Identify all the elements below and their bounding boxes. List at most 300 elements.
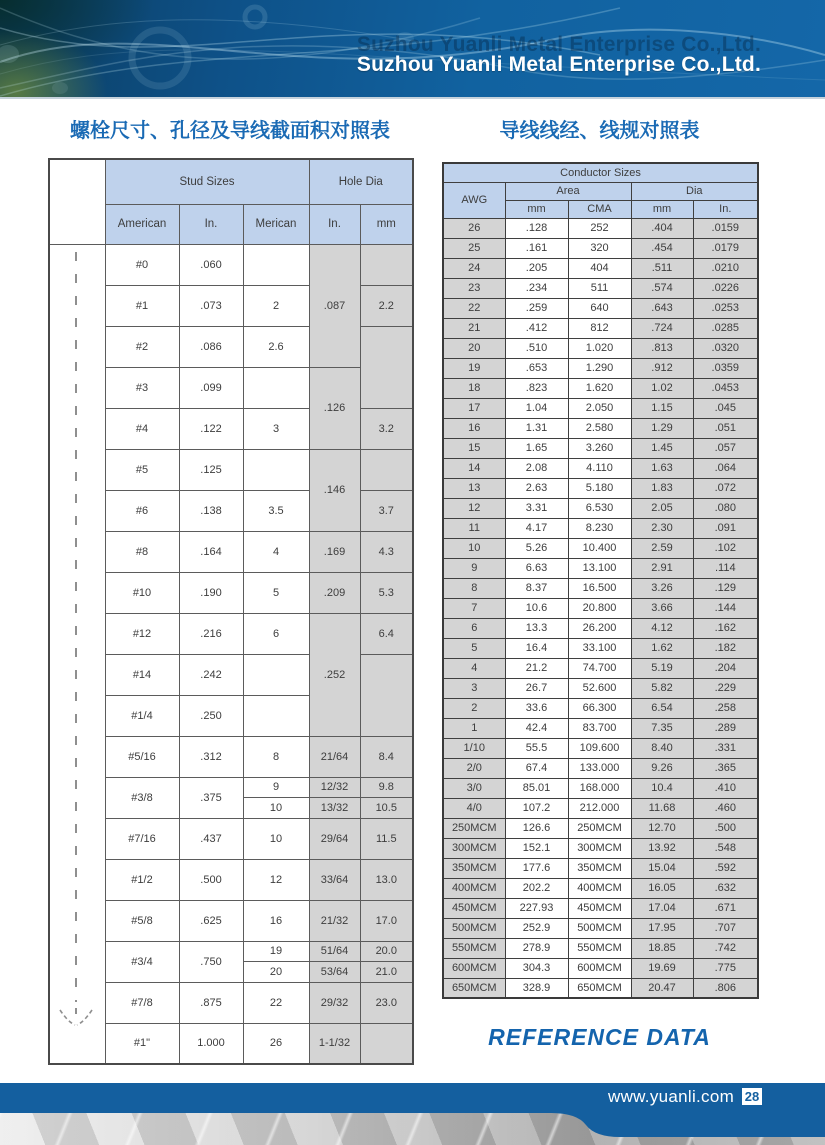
table-row — [443, 918, 758, 938]
table-row — [443, 278, 758, 298]
table-cell: 328.9 — [505, 978, 568, 998]
table-cell: 19 — [443, 358, 505, 378]
table-cell: 3.66 — [631, 598, 693, 618]
table-cell: #3/4 — [105, 941, 179, 982]
table-row — [443, 738, 758, 758]
table-cell: 20 — [443, 338, 505, 358]
table-cell: .045 — [693, 398, 758, 418]
table-cell: 2.59 — [631, 538, 693, 558]
table-cell: 2.580 — [568, 418, 631, 438]
table-cell: 4 — [443, 658, 505, 678]
table-row — [443, 478, 758, 498]
table-cell: 1.020 — [568, 338, 631, 358]
table-cell: .289 — [693, 718, 758, 738]
table-cell: 8.230 — [568, 518, 631, 538]
table-cell: .126 — [309, 367, 360, 449]
table-cell: .125 — [179, 449, 243, 490]
table-cell: 20.800 — [568, 598, 631, 618]
table-cell: 640 — [568, 298, 631, 318]
table-cell: 19.69 — [631, 958, 693, 978]
table-cell — [49, 244, 105, 1064]
table-cell: .205 — [505, 258, 568, 278]
table-cell: .234 — [505, 278, 568, 298]
table-cell: .252 — [309, 613, 360, 736]
table-row — [443, 598, 758, 618]
table-cell: 1.45 — [631, 438, 693, 458]
table-row — [443, 498, 758, 518]
table-cell: #6 — [105, 490, 179, 531]
table-cell: .548 — [693, 838, 758, 858]
table-cell: 1.31 — [505, 418, 568, 438]
table-cell: 152.1 — [505, 838, 568, 858]
table-cell: 2.08 — [505, 458, 568, 478]
table-cell: 400MCM — [568, 878, 631, 898]
table-cell: 25 — [443, 238, 505, 258]
col-header-hole-in: In. — [309, 204, 360, 244]
table-cell: 17.0 — [360, 900, 413, 941]
col-header-american: American — [105, 204, 179, 244]
table-cell: 53/64 — [309, 961, 360, 982]
table-cell: .064 — [693, 458, 758, 478]
table-cell: 8.4 — [360, 736, 413, 777]
table-cell: 33/64 — [309, 859, 360, 900]
table-cell: 1.65 — [505, 438, 568, 458]
table-cell: #1 — [105, 285, 179, 326]
table-cell: .073 — [179, 285, 243, 326]
table-cell: 33.100 — [568, 638, 631, 658]
table-cell: .437 — [179, 818, 243, 859]
table-cell: 15.04 — [631, 858, 693, 878]
table-row — [443, 838, 758, 858]
table-cell: 6.63 — [505, 558, 568, 578]
table-row — [443, 678, 758, 698]
table-cell: #0 — [105, 244, 179, 285]
table-cell: 10 — [243, 818, 309, 859]
table-cell: 2.91 — [631, 558, 693, 578]
table-cell: .742 — [693, 938, 758, 958]
table-cell: 29/64 — [309, 818, 360, 859]
table-cell: .138 — [179, 490, 243, 531]
table-cell: .625 — [179, 900, 243, 941]
table-cell: 6.530 — [568, 498, 631, 518]
table-cell: 12.70 — [631, 818, 693, 838]
table-cell: .242 — [179, 654, 243, 695]
table-cell: 5.180 — [568, 478, 631, 498]
table-cell: 20.0 — [360, 941, 413, 961]
table-cell: 812 — [568, 318, 631, 338]
table-cell: 300MCM — [568, 838, 631, 858]
header-banner — [0, 0, 825, 99]
table-cell: .144 — [693, 598, 758, 618]
table-cell: 400MCM — [443, 878, 505, 898]
conductor-sizes-header: Conductor Sizes — [443, 163, 758, 182]
table-cell: 26.200 — [568, 618, 631, 638]
table-cell: 21.2 — [505, 658, 568, 678]
table-cell: 2.2 — [360, 285, 413, 326]
table-cell: 126.6 — [505, 818, 568, 838]
table-cell: #5 — [105, 449, 179, 490]
table-cell: .813 — [631, 338, 693, 358]
table-cell: .072 — [693, 478, 758, 498]
table-row — [443, 398, 758, 418]
table-cell: #3 — [105, 367, 179, 408]
table-cell: 20 — [243, 961, 309, 982]
table-cell: .146 — [309, 449, 360, 531]
table-cell: 15 — [443, 438, 505, 458]
table-cell: 4.17 — [505, 518, 568, 538]
table-cell: 13 — [443, 478, 505, 498]
table-row — [443, 458, 758, 478]
table-cell: 16 — [443, 418, 505, 438]
table-cell: 21.0 — [360, 961, 413, 982]
table-cell: .060 — [179, 244, 243, 285]
table-cell: 10 — [443, 538, 505, 558]
table-cell: 33.6 — [505, 698, 568, 718]
table-row — [443, 238, 758, 258]
table-cell: 23.0 — [360, 982, 413, 1023]
table-cell: 12/32 — [309, 777, 360, 797]
table-cell: .209 — [309, 572, 360, 613]
col-header-in: In. — [179, 204, 243, 244]
table-cell: 4.3 — [360, 531, 413, 572]
table-cell: 250MCM — [443, 818, 505, 838]
table-cell: 4 — [243, 531, 309, 572]
table-cell: 304.3 — [505, 958, 568, 978]
company-name-ghost: Suzhou Yuanli Metal Enterprise Co.,Ltd. — [356, 33, 761, 56]
table-cell: 1.000 — [179, 1023, 243, 1064]
table-cell: 13.3 — [505, 618, 568, 638]
table-cell: 5 — [443, 638, 505, 658]
table-cell — [360, 654, 413, 736]
table-cell: 66.300 — [568, 698, 631, 718]
table-cell: 550MCM — [443, 938, 505, 958]
table-cell: 5.82 — [631, 678, 693, 698]
table-cell: .460 — [693, 798, 758, 818]
table-cell: 23 — [443, 278, 505, 298]
table-cell: 6.54 — [631, 698, 693, 718]
table-cell: 650MCM — [568, 978, 631, 998]
table-cell: 10.5 — [360, 797, 413, 818]
table-cell: .182 — [693, 638, 758, 658]
table-cell: 650MCM — [443, 978, 505, 998]
table-cell: 8.37 — [505, 578, 568, 598]
table-cell — [243, 695, 309, 736]
stud-size-table — [48, 158, 414, 1065]
table-cell — [243, 244, 309, 285]
table-cell: #3/8 — [105, 777, 179, 818]
table-cell: 26 — [443, 218, 505, 238]
company-name: Suzhou Yuanli Metal Enterprise Co.,Ltd. — [356, 53, 761, 76]
table-row — [443, 438, 758, 458]
table-cell: 3.5 — [243, 490, 309, 531]
table-cell: .057 — [693, 438, 758, 458]
table-cell: 22 — [443, 298, 505, 318]
table-cell: 252.9 — [505, 918, 568, 938]
table-cell: .912 — [631, 358, 693, 378]
table-cell: .724 — [631, 318, 693, 338]
table-cell: .0159 — [693, 218, 758, 238]
table-cell: .404 — [631, 218, 693, 238]
table-row — [443, 518, 758, 538]
table-cell: 2/0 — [443, 758, 505, 778]
col-header-hole-mm: mm — [360, 204, 413, 244]
table-cell: 16 — [243, 900, 309, 941]
table-cell: 11.5 — [360, 818, 413, 859]
table-cell: #1/4 — [105, 695, 179, 736]
table-row — [443, 418, 758, 438]
table-cell: 1.15 — [631, 398, 693, 418]
table-row — [443, 618, 758, 638]
table-cell: 177.6 — [505, 858, 568, 878]
table-cell: .0320 — [693, 338, 758, 358]
table-cell: 13/32 — [309, 797, 360, 818]
footer-website-url: www.yuanli.com — [608, 1087, 735, 1106]
table-row — [443, 578, 758, 598]
table-cell: 24 — [443, 258, 505, 278]
col-header-area-mm: mm — [505, 200, 568, 218]
table-cell: 3.7 — [360, 490, 413, 531]
table-cell: 5 — [243, 572, 309, 613]
table-cell: .162 — [693, 618, 758, 638]
table-cell: 4.110 — [568, 458, 631, 478]
col-header-dia-in: In. — [693, 200, 758, 218]
table-cell: 2.63 — [505, 478, 568, 498]
table-cell: 1.62 — [631, 638, 693, 658]
table-cell: 26 — [243, 1023, 309, 1064]
table-cell: 6.4 — [360, 613, 413, 654]
table-cell: 2.05 — [631, 498, 693, 518]
table-cell: 51/64 — [309, 941, 360, 961]
table-cell: 3 — [443, 678, 505, 698]
col-header-merican: Merican — [243, 204, 309, 244]
table-cell — [243, 449, 309, 490]
table-cell: .454 — [631, 238, 693, 258]
table-cell: .128 — [505, 218, 568, 238]
table-cell: 8 — [443, 578, 505, 598]
table-cell: 21/64 — [309, 736, 360, 777]
table-cell: 5.3 — [360, 572, 413, 613]
table-cell: 1.290 — [568, 358, 631, 378]
table-cell: 8.40 — [631, 738, 693, 758]
table-cell: 1 — [443, 718, 505, 738]
table-cell: .500 — [179, 859, 243, 900]
table-row — [49, 244, 413, 285]
table-cell: 3.31 — [505, 498, 568, 518]
table-cell: 252 — [568, 218, 631, 238]
table-cell: 3.2 — [360, 408, 413, 449]
table-cell — [360, 1023, 413, 1064]
table-cell: 1-1/32 — [309, 1023, 360, 1064]
table-cell: 133.000 — [568, 758, 631, 778]
table-cell: 9.26 — [631, 758, 693, 778]
table-row — [443, 338, 758, 358]
table-cell: .823 — [505, 378, 568, 398]
col-header-awg: AWG — [443, 182, 505, 218]
table-cell: #10 — [105, 572, 179, 613]
table-cell: .099 — [179, 367, 243, 408]
table-cell: 55.5 — [505, 738, 568, 758]
table-cell: 11 — [443, 518, 505, 538]
table-cell: 1.02 — [631, 378, 693, 398]
table-cell: .114 — [693, 558, 758, 578]
table-cell: 22 — [243, 982, 309, 1023]
table-cell: .091 — [693, 518, 758, 538]
table-cell: #5/8 — [105, 900, 179, 941]
right-table-title: 导线线经、线规对照表 — [499, 120, 700, 142]
table-cell: .875 — [179, 982, 243, 1023]
table-row — [443, 818, 758, 838]
hole-dia-header: Hole Dia — [309, 159, 413, 204]
table-cell: 107.2 — [505, 798, 568, 818]
table-cell: .216 — [179, 613, 243, 654]
stud-sizes-header: Stud Sizes — [105, 159, 309, 204]
table-cell: 2 — [443, 698, 505, 718]
table-cell: .365 — [693, 758, 758, 778]
table-cell: .500 — [693, 818, 758, 838]
table-cell: 5.19 — [631, 658, 693, 678]
col-header-cma: CMA — [568, 200, 631, 218]
table-cell: .102 — [693, 538, 758, 558]
table-cell: 67.4 — [505, 758, 568, 778]
table-cell: 320 — [568, 238, 631, 258]
table-cell: .632 — [693, 878, 758, 898]
table-cell: 13.100 — [568, 558, 631, 578]
table-cell: #1/2 — [105, 859, 179, 900]
table-cell: 2.050 — [568, 398, 631, 418]
table-cell: .0253 — [693, 298, 758, 318]
table-row — [443, 698, 758, 718]
table-cell: 12 — [243, 859, 309, 900]
table-cell: .129 — [693, 578, 758, 598]
table-cell: .250 — [179, 695, 243, 736]
table-cell: 42.4 — [505, 718, 568, 738]
table-cell: #12 — [105, 613, 179, 654]
table-header-row — [49, 159, 413, 204]
table-cell: 12 — [443, 498, 505, 518]
table-cell: .0226 — [693, 278, 758, 298]
table-cell: .331 — [693, 738, 758, 758]
table-row — [443, 798, 758, 818]
table-cell: 2 — [243, 285, 309, 326]
table-row — [443, 638, 758, 658]
table-cell: #7/8 — [105, 982, 179, 1023]
table-row — [443, 778, 758, 798]
table-cell: 109.600 — [568, 738, 631, 758]
table-cell: .671 — [693, 898, 758, 918]
table-cell: .806 — [693, 978, 758, 998]
table-row — [443, 218, 758, 238]
table-cell: .510 — [505, 338, 568, 358]
table-cell: .653 — [505, 358, 568, 378]
table-cell: 16.500 — [568, 578, 631, 598]
table-cell: .592 — [693, 858, 758, 878]
table-cell: 202.2 — [505, 878, 568, 898]
table-cell: 17.04 — [631, 898, 693, 918]
table-cell: 500MCM — [443, 918, 505, 938]
table-cell: 29/32 — [309, 982, 360, 1023]
table-cell: 5.26 — [505, 538, 568, 558]
table-cell: 8 — [243, 736, 309, 777]
table-cell: #7/16 — [105, 818, 179, 859]
table-cell: 10.6 — [505, 598, 568, 618]
table-cell: 21/32 — [309, 900, 360, 941]
table-cell: 300MCM — [443, 838, 505, 858]
conductor-size-table — [442, 162, 759, 999]
table-cell: .080 — [693, 498, 758, 518]
table-cell: 350MCM — [568, 858, 631, 878]
table-cell: 350MCM — [443, 858, 505, 878]
table-cell: .086 — [179, 326, 243, 367]
table-cell: .229 — [693, 678, 758, 698]
table-row — [443, 658, 758, 678]
table-cell: 212.000 — [568, 798, 631, 818]
dia-group-header: Dia — [631, 182, 758, 200]
table-cell: 26.7 — [505, 678, 568, 698]
table-cell: .190 — [179, 572, 243, 613]
table-cell: 3 — [243, 408, 309, 449]
table-row — [443, 898, 758, 918]
table-cell: 250MCM — [568, 818, 631, 838]
table-cell: .0285 — [693, 318, 758, 338]
table-cell: 450MCM — [443, 898, 505, 918]
table-cell: 6 — [243, 613, 309, 654]
table-cell: 500MCM — [568, 918, 631, 938]
table-cell: .169 — [309, 531, 360, 572]
table-row — [443, 378, 758, 398]
left-table-title: 螺栓尺寸、孔径及导线截面积对照表 — [70, 120, 390, 142]
col-header-dia-mm: mm — [631, 200, 693, 218]
table-cell: 9.8 — [360, 777, 413, 797]
table-cell: .410 — [693, 778, 758, 798]
table-row — [443, 558, 758, 578]
table-cell: .312 — [179, 736, 243, 777]
table-cell: 404 — [568, 258, 631, 278]
table-cell: #8 — [105, 531, 179, 572]
table-cell: .511 — [631, 258, 693, 278]
table-cell: 19 — [243, 941, 309, 961]
table-cell: 3.260 — [568, 438, 631, 458]
table-cell: .574 — [631, 278, 693, 298]
table-cell: .375 — [179, 777, 243, 818]
table-row — [443, 938, 758, 958]
table-row — [443, 858, 758, 878]
table-cell: 18.85 — [631, 938, 693, 958]
reference-data-label: REFERENCE DATA — [488, 1024, 711, 1050]
table-cell: .707 — [693, 918, 758, 938]
table-cell: .259 — [505, 298, 568, 318]
table-cell: 16.4 — [505, 638, 568, 658]
table-cell: 7.35 — [631, 718, 693, 738]
table-cell: .0210 — [693, 258, 758, 278]
table-cell: .0359 — [693, 358, 758, 378]
table-cell: 1.63 — [631, 458, 693, 478]
table-cell: 17.95 — [631, 918, 693, 938]
table-cell: .161 — [505, 238, 568, 258]
table-header-row — [443, 182, 758, 200]
area-group-header: Area — [505, 182, 631, 200]
table-cell: 511 — [568, 278, 631, 298]
table-cell: .0453 — [693, 378, 758, 398]
table-cell: .412 — [505, 318, 568, 338]
table-cell: 13.92 — [631, 838, 693, 858]
table-cell — [360, 326, 413, 408]
illustration-header-cell — [49, 159, 105, 244]
table-header-row — [443, 163, 758, 182]
table-cell: 1.620 — [568, 378, 631, 398]
table-cell: 227.93 — [505, 898, 568, 918]
table-cell: 10.400 — [568, 538, 631, 558]
table-cell: 278.9 — [505, 938, 568, 958]
